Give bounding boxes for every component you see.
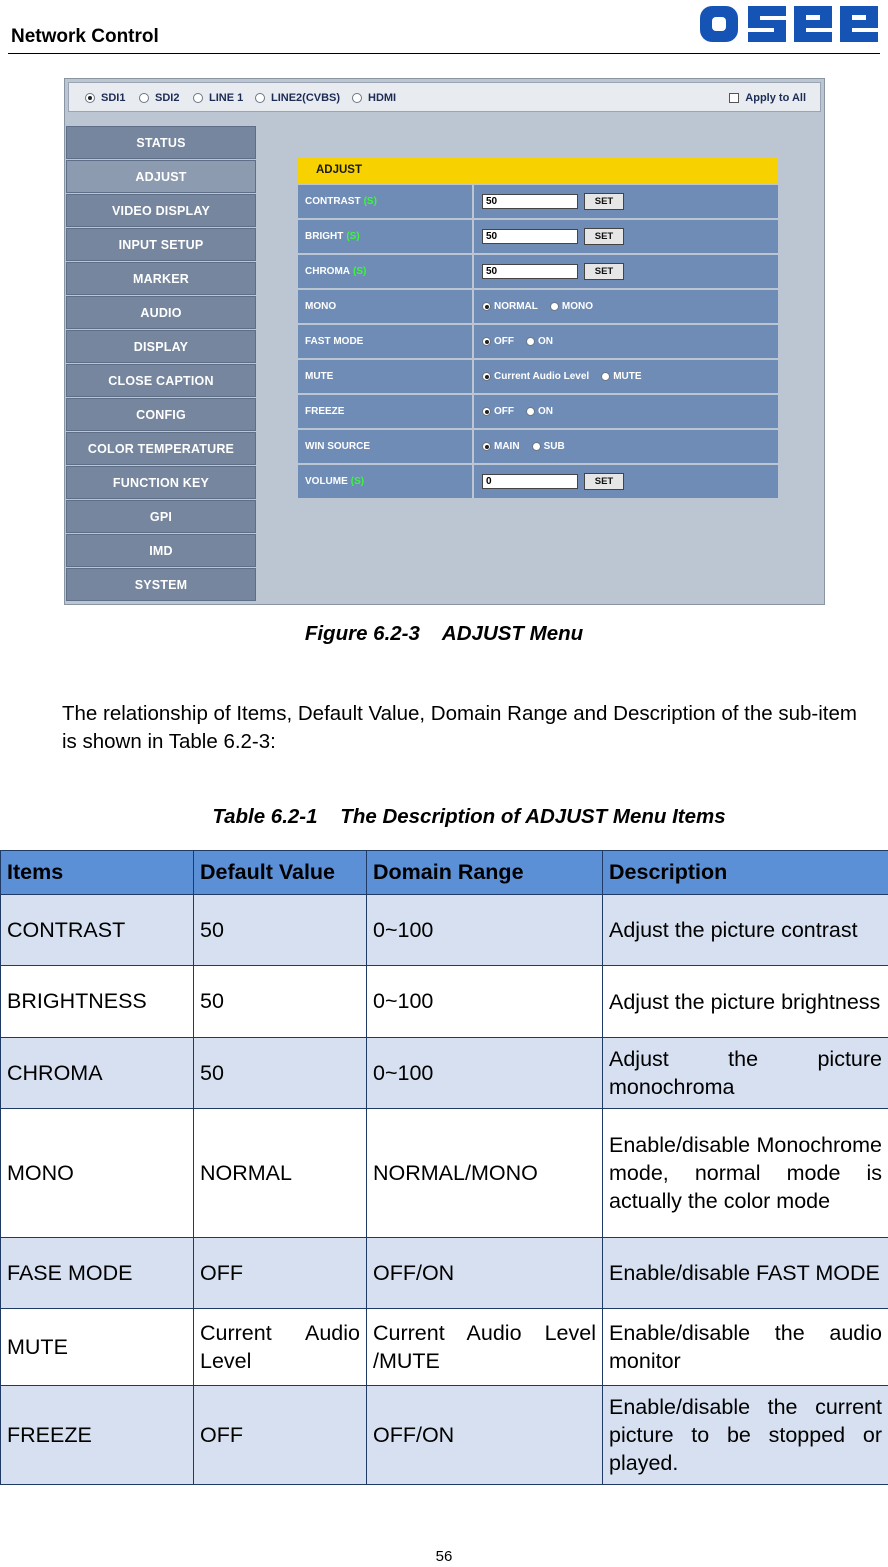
header-description: Description xyxy=(603,851,888,895)
cell-item: FASE MODE xyxy=(1,1238,194,1309)
s-tag: (S) xyxy=(363,196,377,207)
table-row xyxy=(1,1386,888,1485)
mono-option-normal[interactable]: NORMAL xyxy=(482,301,538,312)
panel-title: ADJUST xyxy=(298,157,778,183)
panel-row-fast-mode xyxy=(298,325,778,358)
panel-row-bright xyxy=(298,220,778,253)
cell-default: OFF xyxy=(194,1238,367,1309)
radio-icon xyxy=(482,302,491,311)
cell-default: 50 xyxy=(194,895,367,966)
cell-description: Enable/disable Monochrome mode, normal mode is actually the color mode xyxy=(603,1109,888,1238)
cell-default: 50 xyxy=(194,1038,367,1109)
header-default-value: Default Value xyxy=(194,851,367,895)
cell-description: Enable/disable the current picture to be stopped or played. xyxy=(603,1386,888,1485)
cell-range: 0~100 xyxy=(367,895,603,966)
radio-icon xyxy=(482,337,491,346)
cell-description: Adjust the picture contrast xyxy=(603,895,888,966)
mono-option-mono[interactable]: MONO xyxy=(550,301,593,312)
source-option-line2-cvbs[interactable]: LINE2(CVBS) xyxy=(255,92,340,104)
cell-item: FREEZE xyxy=(1,1386,194,1485)
radio-icon xyxy=(139,93,149,103)
page-header xyxy=(8,0,880,54)
bright-set-button[interactable]: SET xyxy=(584,228,624,245)
cell-item: MONO xyxy=(1,1109,194,1238)
radio-icon xyxy=(482,407,491,416)
radio-icon xyxy=(482,442,491,451)
freeze-option-off[interactable]: OFF xyxy=(482,406,514,417)
cell-default: OFF xyxy=(194,1386,367,1485)
panel-row-contrast xyxy=(298,185,778,218)
mute-option-current-audio-level[interactable]: Current Audio Level xyxy=(482,371,589,382)
row-label: WIN SOURCE xyxy=(305,441,370,452)
sidebar-item-marker[interactable]: MARKER xyxy=(66,262,256,295)
win-source-option-main[interactable]: MAIN xyxy=(482,441,520,452)
panel-row-freeze xyxy=(298,395,778,428)
row-label: CHROMA xyxy=(305,266,350,277)
sidebar-item-display[interactable]: DISPLAY xyxy=(66,330,256,363)
cell-item: MUTE xyxy=(1,1309,194,1386)
panel-row-mute xyxy=(298,360,778,393)
cell-range: 0~100 xyxy=(367,1038,603,1109)
sidebar-item-audio[interactable]: AUDIO xyxy=(66,296,256,329)
sidebar-item-color-temperature[interactable]: COLOR TEMPERATURE xyxy=(66,432,256,465)
source-bar xyxy=(65,79,824,115)
radio-icon xyxy=(532,442,541,451)
cell-description: Adjust the picture brightness xyxy=(603,966,888,1038)
radio-icon xyxy=(85,93,95,103)
table-row xyxy=(1,1038,888,1109)
radio-icon xyxy=(193,93,203,103)
chroma-input[interactable]: 50 xyxy=(482,264,578,279)
row-label: VOLUME xyxy=(305,476,348,487)
figure-caption: Figure 6.2-3 ADJUST Menu xyxy=(304,622,584,645)
sidebar-item-close-caption[interactable]: CLOSE CAPTION xyxy=(66,364,256,397)
volume-input[interactable]: 0 xyxy=(482,474,578,489)
fast-mode-option-on[interactable]: ON xyxy=(526,336,553,347)
radio-icon xyxy=(601,372,610,381)
row-label: FREEZE xyxy=(305,406,345,417)
radio-icon xyxy=(550,302,559,311)
header-title: Network Control xyxy=(11,26,159,47)
bright-input[interactable]: 50 xyxy=(482,229,578,244)
checkbox-icon xyxy=(729,93,739,103)
adjust-menu-screenshot xyxy=(64,78,825,605)
sidebar-item-function-key[interactable]: FUNCTION KEY xyxy=(66,466,256,499)
contrast-input[interactable]: 50 xyxy=(482,194,578,209)
row-label: MUTE xyxy=(305,371,334,382)
cell-description: Adjust the picture monochroma xyxy=(603,1038,888,1109)
source-option-sdi2[interactable]: SDI2 xyxy=(139,92,179,104)
cell-range: NORMAL/MONO xyxy=(367,1109,603,1238)
cell-item: CHROMA xyxy=(1,1038,194,1109)
radio-icon xyxy=(526,337,535,346)
page-number: 56 xyxy=(435,1548,453,1565)
panel-row-volume xyxy=(298,465,778,498)
adjust-items-table xyxy=(0,850,888,1485)
cell-description: Enable/disable the audio monitor xyxy=(603,1309,888,1386)
freeze-option-on[interactable]: ON xyxy=(526,406,553,417)
table-row xyxy=(1,966,888,1038)
sidebar-item-system[interactable]: SYSTEM xyxy=(66,568,256,601)
table-row xyxy=(1,895,888,966)
sidebar-item-gpi[interactable]: GPI xyxy=(66,500,256,533)
row-label: BRIGHT xyxy=(305,231,344,242)
s-tag: (S) xyxy=(353,266,367,277)
cell-range: OFF/ON xyxy=(367,1238,603,1309)
cell-item: CONTRAST xyxy=(1,895,194,966)
radio-icon xyxy=(526,407,535,416)
sidebar-item-video-display[interactable]: VIDEO DISPLAY xyxy=(66,194,256,227)
sidebar-item-status[interactable]: STATUS xyxy=(66,126,256,159)
cell-description: Enable/disable FAST MODE xyxy=(603,1238,888,1309)
cell-item: BRIGHTNESS xyxy=(1,966,194,1038)
panel-row-win-source xyxy=(298,430,778,463)
volume-set-button[interactable]: SET xyxy=(584,473,624,490)
source-option-hdmi[interactable]: HDMI xyxy=(352,92,396,104)
s-tag: (S) xyxy=(346,231,360,242)
table-header-row xyxy=(1,851,888,895)
fast-mode-option-off[interactable]: OFF xyxy=(482,336,514,347)
body-paragraph: The relationship of Items, Default Value, Domain Range and Description of the sub-item is shown in Table 6.2-3: xyxy=(62,702,857,753)
row-label: MONO xyxy=(305,301,337,312)
win-source-option-sub[interactable]: SUB xyxy=(532,441,565,452)
chroma-set-button[interactable]: SET xyxy=(584,263,624,280)
sidebar-item-imd[interactable]: IMD xyxy=(66,534,256,567)
radio-icon xyxy=(352,93,362,103)
row-label: CONTRAST xyxy=(305,196,361,207)
sidebar-menu xyxy=(66,126,256,602)
cell-default: 50 xyxy=(194,966,367,1038)
cell-range: 0~100 xyxy=(367,966,603,1038)
panel-row-mono xyxy=(298,290,778,323)
source-option-line1[interactable]: LINE 1 xyxy=(193,92,243,104)
header-items: Items xyxy=(1,851,194,895)
header-domain-range: Domain Range xyxy=(367,851,603,895)
radio-icon xyxy=(482,372,491,381)
mute-option-mute[interactable]: MUTE xyxy=(601,371,641,382)
table-row xyxy=(1,1109,888,1238)
contrast-set-button[interactable]: SET xyxy=(584,193,624,210)
cell-range: Current Audio Level /MUTE xyxy=(367,1309,603,1386)
sidebar-item-adjust[interactable]: ADJUST xyxy=(66,160,256,193)
source-option-sdi1[interactable]: SDI1 xyxy=(85,92,125,104)
sidebar-item-config[interactable]: CONFIG xyxy=(66,398,256,431)
table-title: Table 6.2-1 The Description of ADJUST Menu Items xyxy=(212,805,726,828)
row-label: FAST MODE xyxy=(305,336,364,347)
adjust-panel xyxy=(298,157,778,500)
panel-row-chroma xyxy=(298,255,778,288)
cell-default: Current Audio Level xyxy=(194,1309,367,1386)
table-row xyxy=(1,1309,888,1386)
s-tag: (S) xyxy=(350,476,365,487)
cell-default: NORMAL xyxy=(194,1109,367,1238)
apply-to-all-checkbox[interactable]: Apply to All xyxy=(729,92,806,104)
table-row xyxy=(1,1238,888,1309)
osee-logo xyxy=(698,2,880,46)
cell-range: OFF/ON xyxy=(367,1386,603,1485)
radio-icon xyxy=(255,93,265,103)
sidebar-item-input-setup[interactable]: INPUT SETUP xyxy=(66,228,256,261)
